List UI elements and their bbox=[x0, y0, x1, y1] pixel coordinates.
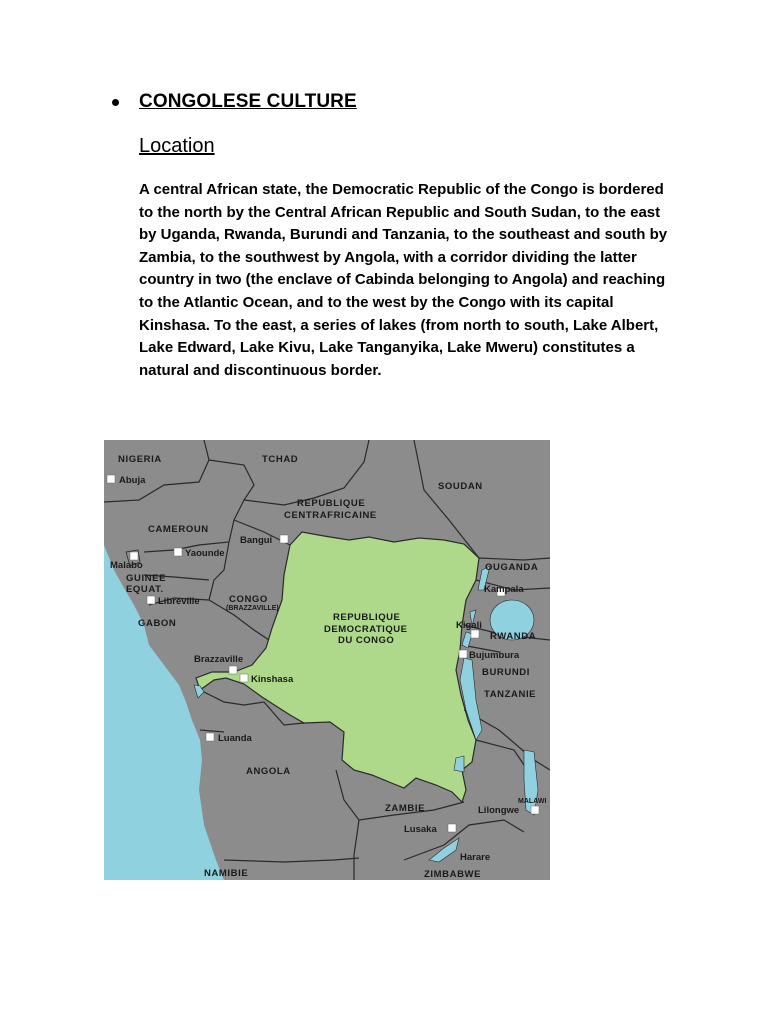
label-nigeria: NIGERIA bbox=[118, 454, 162, 465]
label-drc-line2: DEMOCRATIQUE bbox=[324, 624, 408, 635]
label-brazzaville: Brazzaville bbox=[194, 654, 244, 665]
map-image bbox=[104, 440, 550, 880]
label-soudan: SOUDAN bbox=[438, 481, 483, 492]
marker-lilongwe bbox=[531, 806, 539, 814]
label-drc-line3: DU CONGO bbox=[338, 635, 395, 646]
subheading-location: Location bbox=[139, 135, 215, 157]
label-yaounde: Yaounde bbox=[185, 548, 225, 559]
label-guinee-line1: GUINEE bbox=[126, 573, 167, 584]
marker-libreville bbox=[147, 596, 155, 604]
label-zambie: ZAMBIE bbox=[385, 803, 426, 814]
marker-bangui bbox=[280, 535, 288, 543]
label-lusaka: Lusaka bbox=[404, 824, 437, 835]
label-tchad: TCHAD bbox=[262, 454, 299, 465]
label-kampala: Kampala bbox=[484, 584, 524, 595]
label-zimbabwe: ZIMBABWE bbox=[424, 869, 482, 880]
marker-kinshasa bbox=[240, 674, 248, 682]
label-bangui: Bangui bbox=[240, 535, 273, 546]
section-heading: CONGOLESE CULTURE bbox=[139, 91, 357, 112]
label-cameroun: CAMEROUN bbox=[148, 524, 209, 535]
label-congo: CONGO bbox=[229, 594, 268, 605]
label-kinshasa: Kinshasa bbox=[251, 674, 294, 685]
marker-luanda bbox=[206, 733, 214, 741]
label-car-line1: REPUBLIQUE bbox=[297, 498, 366, 509]
label-tanzanie: TANZANIE bbox=[484, 689, 537, 700]
marker-brazzaville bbox=[229, 666, 237, 674]
label-harare: Harare bbox=[460, 852, 491, 863]
label-gabon: GABON bbox=[138, 618, 177, 629]
label-kigali: Kigali bbox=[456, 620, 482, 631]
marker-abuja bbox=[107, 475, 115, 483]
bullet-icon bbox=[112, 99, 119, 106]
label-rwanda: RWANDA bbox=[490, 631, 537, 642]
heading-row bbox=[112, 88, 357, 116]
label-malawi: MALAWI bbox=[518, 798, 547, 805]
label-abuja: Abuja bbox=[119, 475, 146, 486]
location-paragraph: A central African state, the Democratic Republic of the Congo is bordered to the north by the Central African Republic and South Sudan, to the east by Uganda, Rwanda, Burundi and Tanzania, to the southeast and south by Zambia, to the southwest by Angola, with a corridor dividing the latter country in two (the enclave of Cabinda belonging to Angola) and reaching to the Atlantic Ocean, and to the west by the Congo with its capital Kinshasa. To the east, a series of lakes (from north to south, Lake Albert, Lake Edward, Lake Kivu, Lake Tanganyika, Lake Mweru) constitutes a natural and discontinuous border. bbox=[139, 181, 668, 379]
marker-lusaka bbox=[448, 824, 456, 832]
marker-bujumbura bbox=[459, 650, 467, 658]
label-lilongwe: Lilongwe bbox=[478, 805, 520, 816]
label-libreville: Libreville bbox=[158, 596, 200, 607]
marker-yaounde bbox=[174, 548, 182, 556]
label-bujumbura: Bujumbura bbox=[469, 650, 520, 661]
label-ouganda: OUGANDA bbox=[485, 562, 539, 573]
label-namibie: NAMIBIE bbox=[204, 868, 249, 879]
label-guinee-line2: EQUAT. bbox=[126, 584, 164, 595]
marker-kigali bbox=[471, 630, 479, 638]
label-congo-brazzaville: (BRAZZAVILLE) bbox=[226, 605, 279, 612]
label-drc-line1: REPUBLIQUE bbox=[333, 612, 401, 623]
label-burundi: BURUNDI bbox=[482, 667, 531, 678]
label-car-line2: CENTRAFRICAINE bbox=[284, 510, 377, 521]
label-angola: ANGOLA bbox=[246, 766, 291, 777]
marker-malabo bbox=[130, 552, 138, 560]
label-malabo: Malabo bbox=[110, 560, 143, 571]
label-luanda: Luanda bbox=[218, 733, 252, 744]
